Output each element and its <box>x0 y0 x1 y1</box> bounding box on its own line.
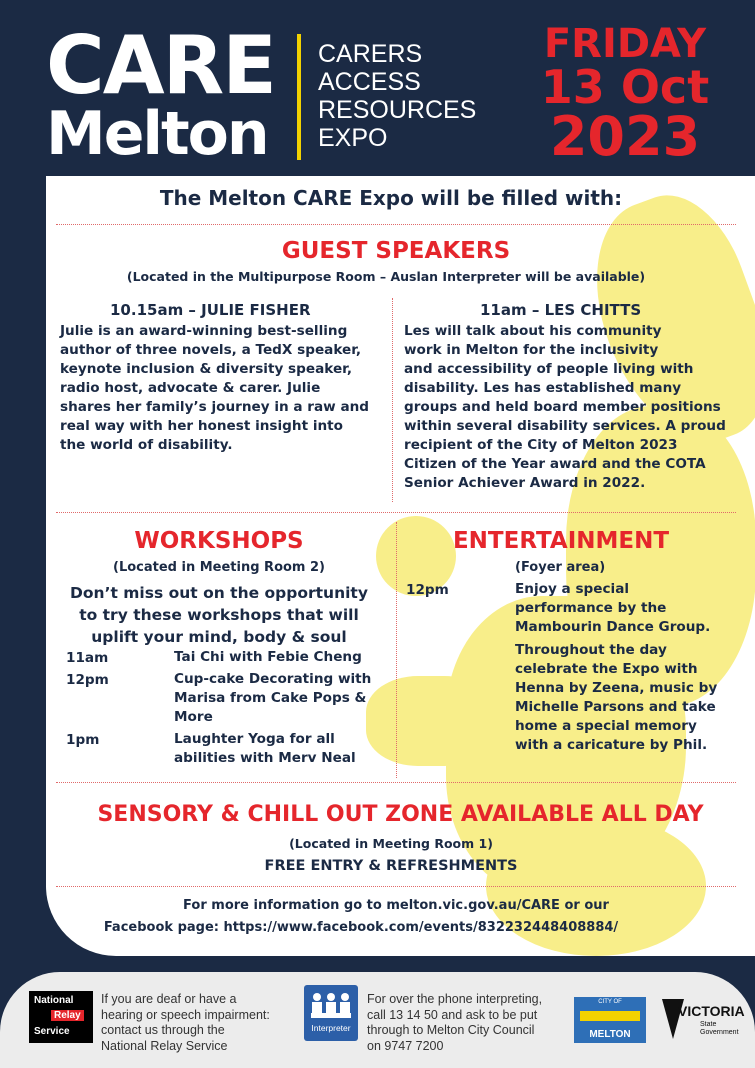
speaker2-title: 11am – LES CHITTS <box>480 301 642 319</box>
nrs-logo-text: National <box>34 995 74 1006</box>
entertainment-line: Henna by Zeena, music by <box>515 680 718 696</box>
interpreter-label: Interpreter <box>311 1023 351 1033</box>
bio-line: keynote inclusion & diversity speaker, <box>60 361 353 377</box>
info-line: For more information go to melton.vic.gov.au/CARE or our <box>183 898 609 913</box>
nrs-line: National Relay Service <box>101 1038 228 1053</box>
vic-sub-line: State <box>700 1021 717 1028</box>
workshop-line: Marisa from Cake Pops & <box>174 690 367 706</box>
nrs-line: If you are deaf or have a <box>101 992 237 1006</box>
sensory-sub: (Located in Meeting Room 1) <box>289 836 493 851</box>
facebook-link[interactable]: Facebook page: https://www.facebook.com/events/832232448408884/ <box>103 920 619 935</box>
guest-speakers-heading: GUEST SPEAKERS <box>281 238 511 264</box>
event-day: FRIDAY <box>543 21 707 67</box>
entertainment-line: Mambourin Dance Group. <box>515 619 711 635</box>
vic-logo-sub <box>700 1021 739 1037</box>
lead-line: to try these workshops that will <box>79 606 359 624</box>
nrs-line: contact us through the <box>101 1023 225 1037</box>
entertainment-line: Throughout the day <box>515 642 667 658</box>
event-date <box>520 21 730 168</box>
main-panel <box>46 176 755 956</box>
workshop-desc <box>174 730 356 768</box>
interp-line: on 9747 7200 <box>367 1038 444 1053</box>
victoria-government-logo <box>660 995 745 1045</box>
intro-heading: The Melton CARE Expo will be filled with: <box>159 186 623 210</box>
entertainment-sub: (Foyer area) <box>515 560 606 575</box>
vertical-divider <box>392 298 393 502</box>
bio-line: Julie is an award-winning best-selling <box>60 323 348 339</box>
entertainment-line: Enjoy a special <box>515 581 630 597</box>
workshops-heading: WORKSHOPS <box>134 528 304 554</box>
care-melton-logo <box>46 19 275 169</box>
care-word: CARE <box>46 19 275 112</box>
entertainment-line: celebrate the Expo with <box>515 661 698 677</box>
vertical-divider <box>396 522 397 778</box>
bio-line: the world of disability. <box>60 437 233 453</box>
nrs-logo-text: Service <box>34 1026 70 1037</box>
acronym-line: ACCESS <box>318 68 421 96</box>
nrs-logo-text: Relay <box>51 1010 84 1021</box>
sensory-heading: SENSORY & CHILL OUT ZONE AVAILABLE ALL DAY <box>97 802 704 827</box>
divider <box>56 224 736 225</box>
workshop-time: 12pm <box>66 672 109 688</box>
bio-line: work in Melton for the inclusivity <box>404 342 659 358</box>
yellow-divider <box>297 34 301 160</box>
divider <box>56 782 736 783</box>
bio-line: Les will talk about his community <box>404 323 662 339</box>
bio-line: Senior Achiever Award in 2022. <box>404 475 646 491</box>
bio-line: groups and held board member positions <box>404 399 721 415</box>
nrs-info <box>101 992 270 1054</box>
bio-line: recipient of the City of Melton 2023 <box>404 437 678 453</box>
acronym-line: EXPO <box>318 124 388 152</box>
workshops-sub: (Located in Meeting Room 2) <box>113 560 325 575</box>
entertainment-line: home a special memory <box>515 718 697 734</box>
vic-logo-text: VICTORIA <box>678 1003 745 1019</box>
bio-line: radio host, advocate & carer. Julie <box>60 380 321 396</box>
acronym-line: RESOURCES <box>318 96 477 124</box>
lead-line: uplift your mind, body & soul <box>91 628 347 646</box>
event-year: 2023 <box>549 105 701 168</box>
melton-logo-stripe <box>580 1011 640 1021</box>
workshop-line: Laughter Yoga for all <box>174 731 335 747</box>
entertainment-line: performance by the <box>515 600 667 616</box>
workshop-time: 11am <box>66 650 109 666</box>
free-entry: FREE ENTRY & REFRESHMENTS <box>264 858 518 874</box>
workshop-line: Tai Chi with Febie Cheng <box>174 649 362 665</box>
acronym-line: CARERS <box>318 40 423 68</box>
bio-line: Citizen of the Year award and the COTA <box>404 456 706 472</box>
speaker2-bio <box>404 322 749 493</box>
lead-line: Don’t miss out on the opportunity <box>70 584 368 602</box>
workshop-desc <box>174 648 362 667</box>
event-day-month: 13 Oct <box>540 60 710 114</box>
bio-line: disability. Les has established many <box>404 380 682 396</box>
interp-line: through to Melton City Council <box>367 1023 535 1037</box>
nrs-line: hearing or speech impairment: <box>101 1007 270 1022</box>
bio-line: and accessibility of people living with <box>404 361 694 377</box>
people-icon <box>309 991 353 1021</box>
guest-speakers-sub: (Located in the Multipurpose Room – Auslan Interpreter will be available) <box>126 269 646 284</box>
melton-logo-text: CITY OF <box>598 999 622 1005</box>
workshops-lead <box>46 582 392 648</box>
workshop-time: 1pm <box>66 732 100 748</box>
bio-line: shares her family’s journey in a raw and <box>60 399 370 415</box>
interpreter-logo <box>304 985 358 1041</box>
divider <box>56 886 736 887</box>
bio-line: real way with her honest insight into <box>60 418 343 434</box>
bio-line: author of three novels, a TedX speaker, <box>60 342 362 358</box>
interpreter-info <box>367 992 542 1054</box>
city-of-melton-logo <box>574 997 646 1043</box>
entertainment-line: with a caricature by Phil. <box>515 737 708 753</box>
melton-word: Melton <box>46 99 268 169</box>
melton-logo-text: MELTON <box>589 1029 631 1040</box>
bio-line: within several disability services. A proud <box>404 418 726 434</box>
vic-sub-line: Government <box>700 1029 739 1036</box>
workshop-line: abilities with Merv Neal <box>174 750 356 766</box>
national-relay-service-logo <box>29 991 93 1043</box>
carers-access-resources-expo <box>318 40 476 152</box>
workshop-line: More <box>174 709 213 725</box>
workshop-desc <box>174 670 371 727</box>
entertainment-heading: ENTERTAINMENT <box>452 528 670 554</box>
entertainment-desc <box>515 580 717 755</box>
speaker1-bio <box>60 322 400 455</box>
entertainment-time: 12pm <box>406 582 449 598</box>
interp-line: call 13 14 50 and ask to be put <box>367 1007 538 1022</box>
divider <box>56 512 736 513</box>
entertainment-line: Michelle Parsons and take <box>515 699 716 715</box>
workshop-line: Cup-cake Decorating with <box>174 671 372 687</box>
interp-line: For over the phone interpreting, <box>367 992 543 1006</box>
speaker1-title: 10.15am – JULIE FISHER <box>110 301 311 319</box>
